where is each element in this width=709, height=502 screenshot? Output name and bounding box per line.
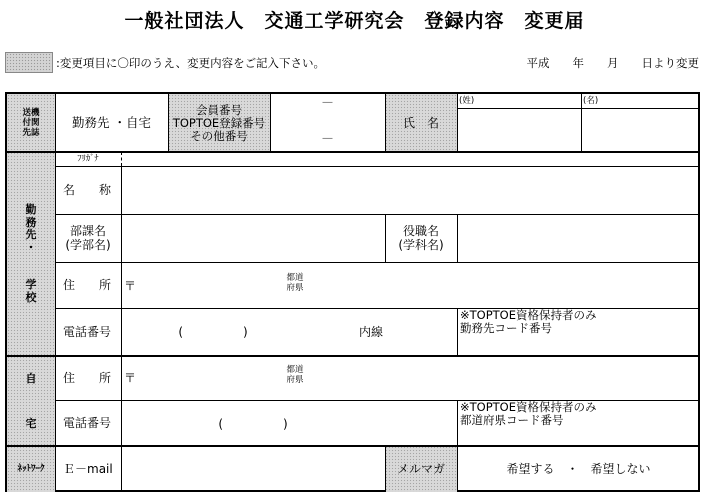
member-number-dash: ― [322, 97, 333, 108]
furigana-label: ﾌﾘｶﾞﾅ [77, 154, 99, 164]
position-field[interactable] [457, 214, 700, 262]
surname-field[interactable] [457, 109, 581, 151]
home-postal-mark: 〒 [123, 371, 136, 385]
work-code-note: ※TOPTOE資格保持者のみ 勤務先コード番号 [460, 308, 597, 335]
name-label: 氏 名 [402, 116, 439, 130]
member-number-label: 会員番号 TOPTOE登録番号 その他番号 [172, 102, 266, 143]
network-label: ﾈｯﾄﾜｰｸ [17, 464, 45, 474]
member-number-field[interactable] [270, 108, 385, 130]
email-field[interactable] [121, 446, 385, 492]
home-prefecture-label: 都道 府県 [286, 365, 304, 385]
home-address-field[interactable] [139, 356, 700, 400]
work-address-label: 住 所 [63, 278, 112, 292]
extension-label: 内線 [358, 325, 383, 339]
work-section-label: 勤 務 先 ・ 学 校 [25, 203, 37, 304]
furigana-field[interactable] [121, 152, 700, 166]
home-code-note: ※TOPTOE資格保持者のみ 都道府県コード番号 [460, 400, 597, 427]
given-name-field[interactable] [581, 109, 700, 151]
work-postal-mark: 〒 [123, 279, 136, 293]
home-address-label: 住 所 [63, 371, 112, 385]
department-field[interactable] [121, 214, 385, 262]
work-phone-label: 電話番号 [63, 324, 112, 339]
work-prefecture-label: 都道 府県 [286, 273, 304, 293]
home-phone-paren: ( ) [218, 417, 288, 431]
email-label: Ｅ－mail [63, 462, 113, 476]
home-phone-field[interactable] [121, 400, 457, 446]
position-label: 役職名 (学科名) [398, 224, 444, 252]
mailmag-label: メルマガ [396, 462, 445, 476]
instruction-text: :変更項目に〇印のうえ、変更内容をご記入下さい。 [56, 56, 326, 70]
mailmag-options[interactable]: 希望する ・ 希望しない [506, 462, 651, 476]
home-phone-label: 電話番号 [63, 416, 112, 430]
other-number-dash: ― [322, 133, 333, 144]
effective-date-field[interactable]: 平成 年 月 日より変更 [526, 56, 699, 70]
destination-options[interactable]: 勤務先 ・自宅 [72, 115, 151, 130]
work-address-field[interactable] [139, 262, 700, 308]
registration-change-form [5, 92, 700, 492]
work-name-label: 名 称 [63, 183, 112, 197]
surname-label: (姓) [459, 96, 475, 106]
department-label: 部課名 (学部名) [65, 224, 111, 252]
work-phone-field[interactable] [121, 308, 457, 355]
home-section-label-bottom: 宅 [25, 416, 37, 430]
work-phone-paren: ( ) [178, 325, 248, 339]
work-name-field[interactable] [121, 166, 700, 214]
form-title: 一般社団法人 交通工学研究会 登録内容 変更届 [124, 10, 585, 32]
shaded-legend-box [5, 52, 53, 73]
given-name-label: (名) [583, 96, 599, 106]
home-section-label-top: 自 [25, 371, 37, 385]
send-to-label: 送機 付関 先誌 [22, 108, 40, 138]
